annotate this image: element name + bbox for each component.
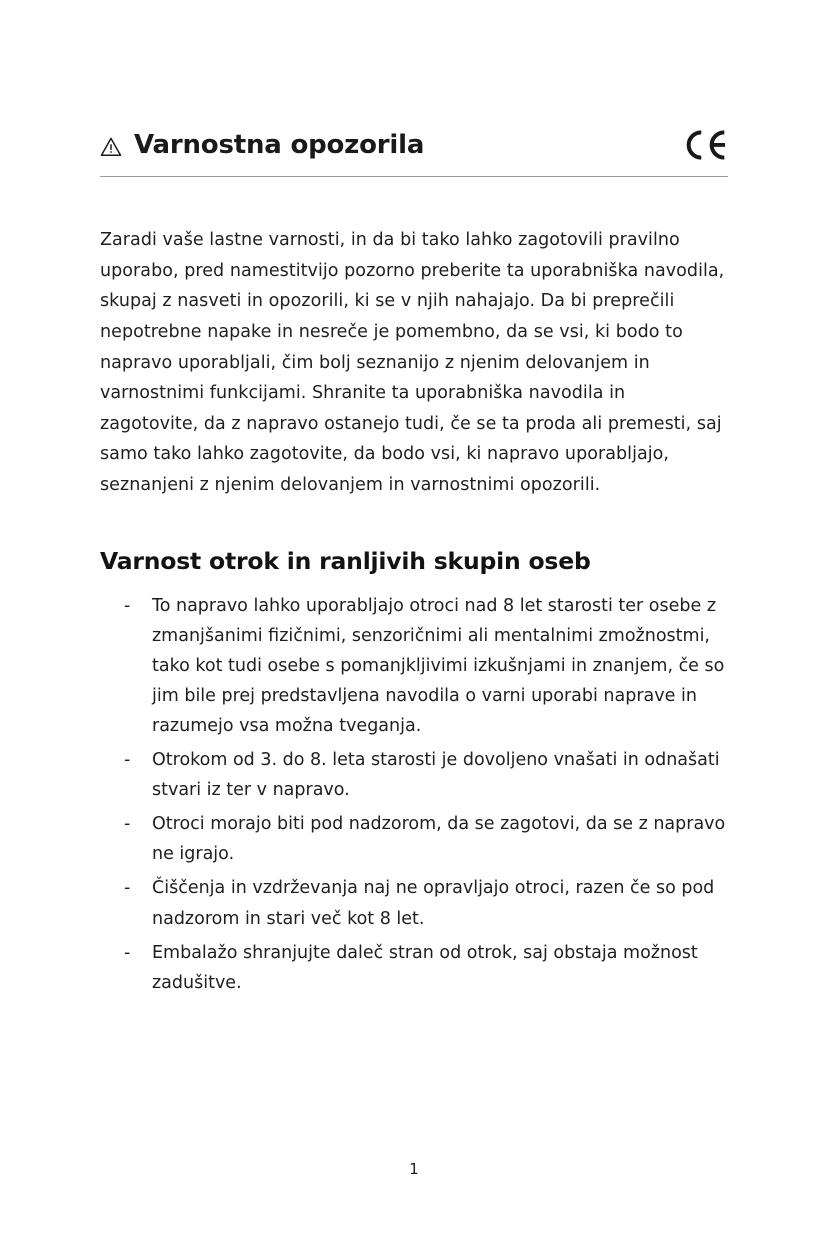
intro-paragraph: Zaradi vaše lastne varnosti, in da bi tako lahko zagotovili pravilno uporabo, pred namestitvijo pozorno preberite ta uporabniška navodila, skupaj z nasveti in opozorili, ki se v njih nahajajo. Da bi preprečili nepotrebne napake in nesreče je pomembno, da se vsi, ki bodo to napravo uporabljali, čim bolj seznanijo z njenim delovanjem in varnostnimi funkcijami. Shranite ta uporabniška navodila in zagotovite, da z napravo ostanejo tudi, če se ta proda ali premesti, saj samo tako lahko zagotovite, da bodo vsi, ki napravo uporabljajo, seznanjeni z njenim delovanjem in varnostnimi opozorili. <box>100 230 725 495</box>
list-item-text: Čiščenja in vzdrževanja naj ne opravljajo otroci, razen če so pod nadzorom in stari več kot 8 let. <box>152 878 715 929</box>
list-item-text: To napravo lahko uporabljajo otroci nad 8 let starosti ter osebe z zmanjšanimi fizičnimi, senzoričnimi ali mentalnimi zmožnostmi, tako kot tudi osebe s pomanjkljivimi izkušnjami in znanjem, če so jim bile prej predstavljena navodila o varni uporabi naprave in razumejo vsa možna tveganja. <box>152 595 725 736</box>
section-title: Varnost otrok in ranljivih skupin oseb <box>100 546 591 575</box>
list-item <box>124 591 728 741</box>
bullet-marker: - <box>124 814 131 835</box>
page-header <box>100 128 728 177</box>
list-item <box>124 745 728 805</box>
bullet-marker: - <box>124 595 131 616</box>
list-item-text: Otroci morajo biti pod nadzorom, da se zagotovi, da se z napravo ne igrajo. <box>152 814 726 865</box>
bullet-marker: - <box>124 942 131 963</box>
page-number: 1 <box>409 1160 419 1178</box>
warning-triangle-icon <box>100 136 122 158</box>
bullet-marker: - <box>124 750 131 771</box>
safety-bullet-list <box>100 591 728 998</box>
list-item-text: Embalažo shranjujte daleč stran od otrok, saj obstaja možnost zadušitve. <box>152 942 698 993</box>
ce-marking-icon <box>682 128 728 162</box>
list-item <box>124 873 728 933</box>
list-item-text: Otrokom od 3. do 8. leta starosti je dovoljeno vnašati in odnašati stvari iz ter v napravo. <box>152 750 720 801</box>
header-left-group <box>100 131 424 160</box>
list-item <box>124 938 728 998</box>
bullet-marker: - <box>124 878 131 899</box>
list-item <box>124 809 728 869</box>
page-title: Varnostna opozorila <box>134 129 425 160</box>
